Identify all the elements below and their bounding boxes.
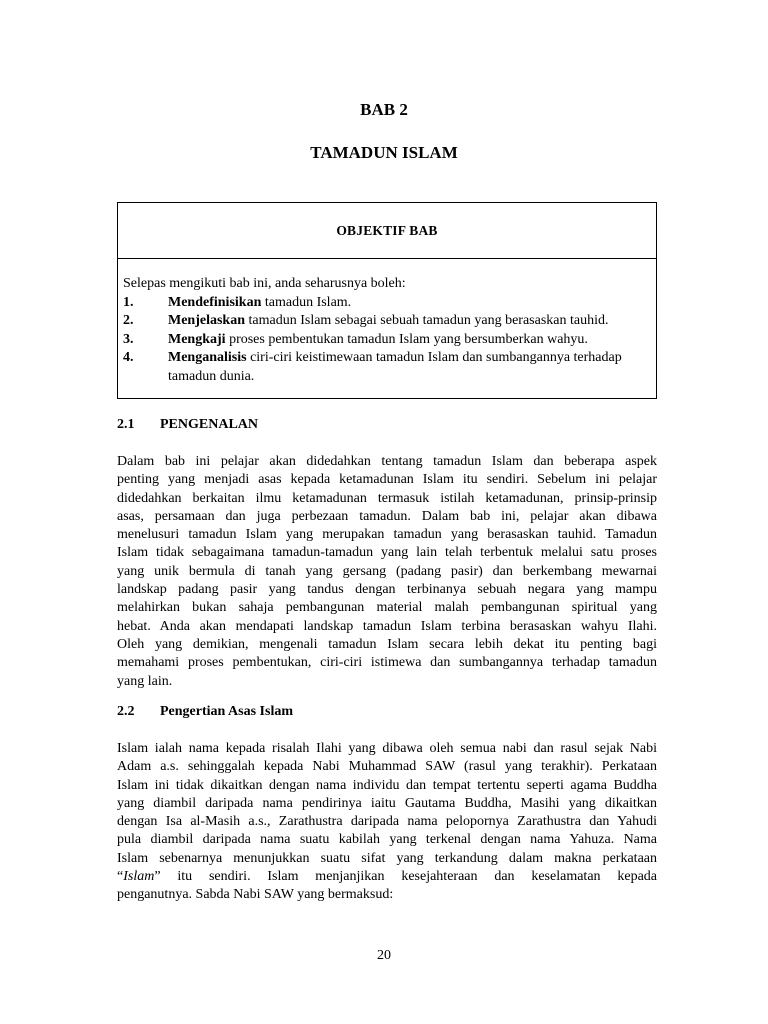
- objective-text: [168, 312, 656, 331]
- paragraph-line: Islam ialah nama kepada risalah Ilahi yang dibawa oleh semua nabi dan rasul sejak Nabi: [117, 741, 657, 756]
- objective-item: [123, 294, 656, 313]
- quote-open: “: [117, 869, 124, 885]
- objective-number: 1.: [123, 294, 134, 310]
- objective-item: [123, 312, 656, 331]
- paragraph-line: menelusuri tamadun Islam yang merupakan tamadun yang berasaskan tauhid. Tamadun: [117, 527, 657, 543]
- objective-verb: Menganalisis: [168, 350, 247, 365]
- section-title: PENGENALAN: [160, 417, 259, 432]
- paragraph-line: yang lain.: [117, 673, 173, 689]
- paragraph-pengenalan: [117, 453, 657, 691]
- paragraph-line: landskap padang pasir yang tandus dengan terbinanya sebuah negara yang mampu: [117, 582, 657, 598]
- paragraph-line: asas, persamaan dan juga perbezaan tamadun. Dalam bab ini, pelajar akan dibawa: [117, 508, 657, 524]
- quote-rest: ” itu sendiri. Islam menjanjikan kesejahteraan dan keselamatan kepada: [154, 869, 657, 885]
- objective-text: [168, 331, 656, 350]
- objective-rest: ciri-ciri keistimewaan tamadun Islam dan sumbangannya terhadap: [246, 350, 622, 365]
- paragraph-line: Islam ini tidak dikaitkan dengan nama individu dan tempat tertentu seperti agama Buddha: [117, 777, 657, 793]
- objective-number: 3.: [123, 331, 134, 347]
- paragraph-line: Islam sebenarnya menunjukkan suatu sifat yang terkandung dalam makna perkataan: [117, 850, 657, 866]
- paragraph-line: memahami proses pembentukan, ciri-ciri istimewa dan sumbangannya terhadap tamadun: [117, 655, 657, 671]
- paragraph-line: Oleh yang demikian, mengenali tamadun Islam secara lebih dekat itu penting bagi: [117, 636, 657, 652]
- paragraph-pengertian: [117, 740, 657, 905]
- section-heading-pengenalan: [117, 417, 258, 433]
- section-number: 2.1: [117, 417, 135, 432]
- objectives-box: [117, 202, 657, 399]
- objective-item: [123, 349, 656, 368]
- paragraph-line: hebat. Anda akan mendapati landskap tamadun Islam terbina berasaskan wahyu Ilahi.: [117, 618, 657, 634]
- objective-item: [123, 331, 656, 350]
- paragraph-line: penganutnya. Sabda Nabi SAW yang bermaksud:: [117, 887, 394, 903]
- objective-rest: tamadun Islam.: [261, 294, 352, 310]
- objective-rest: tamadun Islam sebagai sebuah tamadun yang berasaskan tauhid.: [245, 313, 609, 328]
- objective-verb: Mengkaji: [168, 331, 226, 347]
- paragraph-line: melahirkan bukan sahaja pembangunan material malah pembangunan spiritual yang: [117, 600, 657, 616]
- section-heading-pengertian: [117, 704, 293, 720]
- paragraph-line: pula diambil daripada nama suatu kabilah yang terkenal dengan nama Yahuza. Nama: [117, 832, 657, 848]
- objectives-intro: Selepas mengikuti bab ini, anda seharusnya boleh:: [123, 276, 406, 291]
- section-number: 2.2: [117, 704, 135, 719]
- objective-number: 2.: [123, 313, 134, 328]
- objective-number: 4.: [123, 350, 134, 365]
- paragraph-line: dengan Isa al-Masih a.s., Zarathustra daripada nama pelopornya Zarathustra dan Yahudi: [117, 814, 657, 830]
- chapter-number: BAB 2: [360, 100, 408, 119]
- paragraph-line: Dalam bab ini pelajar akan didedahkan tentang tamadun Islam dan beberapa aspek: [117, 454, 657, 469]
- objective-text: [168, 349, 656, 368]
- paragraph-line: penting yang menjadi asas kepada ketamadunan Islam itu sendiri. Sebelum ini pelajar: [117, 472, 657, 488]
- page-number: 20: [377, 948, 391, 963]
- objective-continuation: tamadun dunia.: [168, 368, 255, 384]
- objective-rest: proses pembentukan tamadun Islam yang bersumberkan wahyu.: [225, 331, 588, 347]
- chapter-title: TAMADUN ISLAM: [310, 143, 458, 162]
- section-title: Pengertian Asas Islam: [160, 704, 293, 719]
- objective-verb: Mendefinisikan: [168, 294, 262, 310]
- paragraph-line-quote: [117, 868, 657, 886]
- quoted-word: Islam: [123, 869, 155, 885]
- objectives-heading: OBJEKTIF BAB: [118, 203, 656, 259]
- paragraph-line: Islam tidak sebagaimana tamadun-tamadun yang lain telah terbentuk melalui satu proses: [117, 545, 657, 561]
- paragraph-line: didedahkan berkaitan ilmu ketamadunan termasuk istilah ketamadunan, prinsip-prinsip: [117, 490, 657, 506]
- objective-verb: Menjelaskan: [168, 313, 245, 328]
- objective-text: [168, 294, 656, 313]
- paragraph-line: yang unik bermula di tanah yang gersang (padang pasir) dan berkembang mewarnai: [117, 563, 657, 579]
- paragraph-line: Adam a.s. sehinggalah kepada Nabi Muhammad SAW (rasul yang terakhir). Perkataan: [117, 759, 657, 775]
- paragraph-line: yang diambil daripada nama pendirinya iaitu Gautama Buddha, Masihi yang dikaitkan: [117, 795, 657, 811]
- objectives-body: [118, 259, 656, 386]
